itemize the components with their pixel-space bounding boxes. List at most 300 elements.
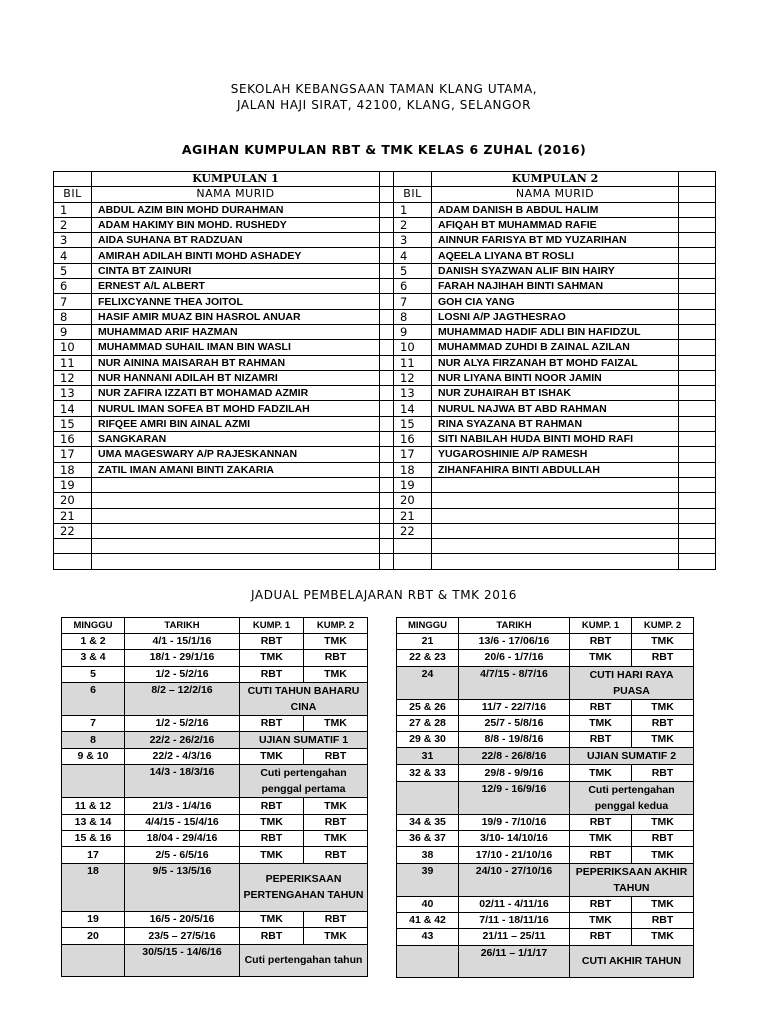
group2-bil: 11: [394, 355, 432, 370]
group1-subject: RBT: [570, 896, 632, 912]
group1-student-name: ABDUL AZIM BIN MOHD DURAHMAN: [92, 202, 380, 217]
event-note: PEPERIKSAAN PERTENGAHAN TAHUN: [240, 863, 368, 911]
student-row: [54, 279, 716, 294]
group1-student-name: UMA MAGESWARY A/P RAJESKANNAN: [92, 447, 380, 462]
date-cell: 21/3 - 1/4/16: [125, 798, 240, 814]
blank-cell: [679, 294, 716, 309]
group1-bil: 13: [54, 386, 92, 401]
schedule-row: [62, 912, 368, 928]
blank-cell: [679, 233, 716, 248]
group2-bil: 7: [394, 294, 432, 309]
schedule-row: [62, 732, 368, 749]
week-cell: 20: [62, 928, 125, 944]
student-row: [54, 462, 716, 477]
event-note: CUTI TAHUN BAHARU CINA: [240, 682, 368, 715]
blank-cell: [679, 539, 716, 554]
group2-student-name: RINA SYAZANA BT RAHMAN: [432, 416, 679, 431]
group1-subject: RBT: [570, 929, 632, 945]
blank-cell: [380, 340, 394, 355]
blank-cell: [380, 172, 394, 187]
week-cell: 5: [62, 666, 125, 682]
schedule-table-right: [396, 617, 694, 978]
group1-student-name: [92, 477, 380, 492]
group1-subject: RBT: [240, 798, 304, 814]
schedule-row: [397, 896, 694, 912]
student-row: [54, 370, 716, 385]
group2-student-name: AFIQAH BT MUHAMMAD RAFIE: [432, 217, 679, 232]
group2-subject: TMK: [632, 634, 694, 650]
group1-bil: 2: [54, 217, 92, 232]
date-cell: 20/6 - 1/7/16: [459, 650, 570, 666]
schedule-row: [397, 929, 694, 945]
group1-student-name: NUR ZAFIRA IZZATI BT MOHAMAD AZMIR: [92, 386, 380, 401]
student-row: [54, 386, 716, 401]
date-cell: 29/8 - 9/9/16: [459, 765, 570, 781]
group1-student-name: RIFQEE AMRI BIN AINAL AZMI: [92, 416, 380, 431]
school-address: JALAN HAJI SIRAT, 42100, KLANG, SELANGOR: [236, 98, 532, 112]
group2-bil: 20: [394, 493, 432, 508]
group2-subject: TMK: [632, 814, 694, 830]
group1-student-name: MUHAMMAD ARIF HAZMAN: [92, 324, 380, 339]
date-cell: 8/2 – 12/2/16: [125, 682, 240, 715]
schedule-row: [62, 749, 368, 765]
blank-cell: [380, 294, 394, 309]
schedule-row: [397, 912, 694, 928]
event-note: CUTI HARI RAYA PUASA: [570, 666, 694, 699]
schedule-row: [62, 814, 368, 830]
group2-subject: TMK: [632, 929, 694, 945]
schedule-row: [397, 732, 694, 748]
group2-student-name: DANISH SYAZWAN ALIF BIN HAIRY: [432, 263, 679, 278]
group2-subject: TMK: [632, 732, 694, 748]
blank-cell: [679, 309, 716, 324]
schedule-row: [397, 765, 694, 781]
schedule-row: [397, 634, 694, 650]
group1-student-name: NUR HANNANI ADILAH BT NIZAMRI: [92, 370, 380, 385]
group1-bil: 16: [54, 432, 92, 447]
blank-cell: [679, 508, 716, 523]
group1-subject: TMK: [570, 715, 632, 731]
group1-bil: 10: [54, 340, 92, 355]
week-cell: 27 & 28: [397, 715, 459, 731]
blank-cell: [679, 370, 716, 385]
student-row: [54, 523, 716, 538]
group1-student-name: MUHAMMAD SUHAIL IMAN BIN WASLI: [92, 340, 380, 355]
schedule-title: JADUAL PEMBELAJARAN RBT & TMK 2016: [250, 588, 517, 602]
schedule-row: [62, 666, 368, 682]
schedule-row: [62, 831, 368, 847]
date-cell: 18/1 - 29/1/16: [125, 650, 240, 666]
date-cell: 02/11 - 4/11/16: [459, 896, 570, 912]
group1-subject: RBT: [240, 928, 304, 944]
blank-cell: [380, 401, 394, 416]
blank-cell: [679, 416, 716, 431]
schedule-table-left: [61, 617, 368, 977]
group2-subject: RBT: [304, 847, 368, 863]
date-cell: 19/9 - 7/10/16: [459, 814, 570, 830]
date-cell: 2/5 - 6/5/16: [125, 847, 240, 863]
group2-subject: TMK: [304, 798, 368, 814]
week-cell: 25 & 26: [397, 699, 459, 715]
schedule-row: [62, 863, 368, 911]
event-note: Cuti pertengahan penggal kedua: [570, 781, 694, 814]
week-cell: 9 & 10: [62, 749, 125, 765]
event-note: Cuti pertengahan penggal pertama: [240, 765, 368, 798]
group1-bil: 3: [54, 233, 92, 248]
event-note: UJIAN SUMATIF 1: [240, 732, 368, 749]
group2-subject: RBT: [304, 814, 368, 830]
blank-cell: [380, 233, 394, 248]
week-cell: 41 & 42: [397, 912, 459, 928]
week-cell: 31: [397, 748, 459, 765]
group2-student-name: LOSNI A/P JAGTHESRAO: [432, 309, 679, 324]
week-cell: 19: [62, 912, 125, 928]
group2-student-name: AINNUR FARISYA BT MD YUZARIHAN: [432, 233, 679, 248]
week-cell: 29 & 30: [397, 732, 459, 748]
group1-student-name: AIDA SUHANA BT RADZUAN: [92, 233, 380, 248]
blank-cell: [380, 447, 394, 462]
date-cell: 12/9 - 16/9/16: [459, 781, 570, 814]
group2-bil: [394, 554, 432, 569]
group1-subject: RBT: [240, 831, 304, 847]
blank-cell: [380, 355, 394, 370]
date-cell: 1/2 - 5/2/16: [125, 666, 240, 682]
group2-bil: 21: [394, 508, 432, 523]
schedule-row: [397, 781, 694, 814]
group2-bil: 1: [394, 202, 432, 217]
bil-header: BIL: [394, 187, 432, 202]
tarikh-header: TARIKH: [459, 618, 570, 634]
group2-student-name: NURUL NAJWA BT ABD RAHMAN: [432, 401, 679, 416]
group1-bil: 21: [54, 508, 92, 523]
group1-subject: TMK: [240, 650, 304, 666]
student-row: [54, 539, 716, 554]
week-cell: 18: [62, 863, 125, 911]
event-note: UJIAN SUMATIF 2: [570, 748, 694, 765]
group1-bil: [54, 554, 92, 569]
schedule-row: [62, 944, 368, 977]
group2-subject: RBT: [304, 912, 368, 928]
group1-subject: TMK: [240, 847, 304, 863]
group2-student-name: ADAM DANISH B ABDUL HALIM: [432, 202, 679, 217]
group1-bil: 6: [54, 279, 92, 294]
group2-bil: [394, 539, 432, 554]
event-note: PEPERIKSAAN AKHIR TAHUN: [570, 863, 694, 896]
group2-subject: RBT: [632, 650, 694, 666]
blank-cell: [380, 217, 394, 232]
blank-cell: [380, 493, 394, 508]
week-cell: 43: [397, 929, 459, 945]
blank-cell: [679, 432, 716, 447]
kump1-header: KUMP. 1: [240, 618, 304, 634]
blank-cell: [380, 477, 394, 492]
group1-bil: 22: [54, 523, 92, 538]
group2-student-name: NUR ZUHAIRAH BT ISHAK: [432, 386, 679, 401]
group1-student-name: ZATIL IMAN AMANI BINTI ZAKARIA: [92, 462, 380, 477]
group1-subject: TMK: [570, 765, 632, 781]
group1-student-name: ADAM HAKIMY BIN MOHD. RUSHEDY: [92, 217, 380, 232]
group1-subject: TMK: [570, 912, 632, 928]
group1-student-name: SANGKARAN: [92, 432, 380, 447]
group2-subject: TMK: [304, 715, 368, 731]
group1-heading: KUMPULAN 1: [92, 172, 380, 187]
blank-cell: [679, 324, 716, 339]
group1-subject: TMK: [240, 912, 304, 928]
student-row: [54, 202, 716, 217]
week-cell: 22 & 23: [397, 650, 459, 666]
group1-subject: TMK: [570, 831, 632, 847]
group1-student-name: [92, 493, 380, 508]
student-group-table: [53, 171, 716, 570]
group2-subject: TMK: [304, 666, 368, 682]
group1-student-name: FELIXCYANNE THEA JOITOL: [92, 294, 380, 309]
group2-subject: TMK: [304, 928, 368, 944]
group2-student-name: GOH CIA YANG: [432, 294, 679, 309]
group1-subject: RBT: [570, 699, 632, 715]
group2-subject: RBT: [632, 912, 694, 928]
blank-cell: [380, 309, 394, 324]
date-cell: 22/8 - 26/8/16: [459, 748, 570, 765]
date-cell: 30/5/15 - 14/6/16: [125, 944, 240, 977]
week-cell: 1 & 2: [62, 634, 125, 650]
group1-student-name: NUR AININA MAISARAH BT RAHMAN: [92, 355, 380, 370]
group1-student-name: AMIRAH ADILAH BINTI MOHD ASHADEY: [92, 248, 380, 263]
week-cell: 17: [62, 847, 125, 863]
group2-subject: RBT: [304, 749, 368, 765]
group2-bil: 8: [394, 309, 432, 324]
group2-heading: KUMPULAN 2: [432, 172, 679, 187]
minggu-header: MINGGU: [62, 618, 125, 634]
date-cell: 13/6 - 17/06/16: [459, 634, 570, 650]
schedule-row: [62, 847, 368, 863]
kump2-header: KUMP. 2: [304, 618, 368, 634]
group1-bil: 9: [54, 324, 92, 339]
blank-cell: [679, 477, 716, 492]
schedule-row: [397, 831, 694, 847]
schedule-row: [397, 863, 694, 896]
group1-subject: RBT: [570, 634, 632, 650]
group2-bil: 13: [394, 386, 432, 401]
group2-student-name: NUR LIYANA BINTI NOOR JAMIN: [432, 370, 679, 385]
blank-cell: [380, 386, 394, 401]
name-header: NAMA MURID: [432, 187, 679, 202]
group1-student-name: HASIF AMIR MUAZ BIN HASROL ANUAR: [92, 309, 380, 324]
date-cell: 1/2 - 5/2/16: [125, 715, 240, 731]
group1-student-name: [92, 539, 380, 554]
blank-cell: [679, 172, 716, 187]
blank-cell: [679, 493, 716, 508]
date-cell: 4/4/15 - 15/4/16: [125, 814, 240, 830]
group2-student-name: FARAH NAJIHAH BINTI SAHMAN: [432, 279, 679, 294]
week-cell: 3 & 4: [62, 650, 125, 666]
date-cell: 23/5 – 27/5/16: [125, 928, 240, 944]
student-row: [54, 294, 716, 309]
schedule-row: [397, 847, 694, 863]
group2-bil: 16: [394, 432, 432, 447]
schedule-row: [397, 699, 694, 715]
group1-bil: 19: [54, 477, 92, 492]
blank-cell: [394, 172, 432, 187]
group2-student-name: ZIHANFAHIRA BINTI ABDULLAH: [432, 462, 679, 477]
group2-student-name: [432, 493, 679, 508]
event-note: Cuti pertengahan tahun: [240, 944, 368, 977]
group1-subject: RBT: [570, 847, 632, 863]
schedule-row: [397, 748, 694, 765]
blank-cell: [54, 172, 92, 187]
group2-subject: TMK: [632, 896, 694, 912]
group1-bil: 14: [54, 401, 92, 416]
week-cell: 21: [397, 634, 459, 650]
schedule-row: [62, 798, 368, 814]
blank-cell: [679, 279, 716, 294]
group1-subject: RBT: [240, 634, 304, 650]
week-cell: 15 & 16: [62, 831, 125, 847]
group1-bil: 15: [54, 416, 92, 431]
schedule-row: [62, 928, 368, 944]
schedule-row: [397, 650, 694, 666]
group1-bil: 11: [54, 355, 92, 370]
week-cell: 40: [397, 896, 459, 912]
group2-student-name: [432, 508, 679, 523]
student-row: [54, 416, 716, 431]
student-row: [54, 493, 716, 508]
group2-student-name: [432, 477, 679, 492]
blank-cell: [679, 187, 716, 202]
blank-cell: [380, 370, 394, 385]
schedule-row: [397, 814, 694, 830]
group1-subject: TMK: [570, 650, 632, 666]
week-cell: 39: [397, 863, 459, 896]
student-row: [54, 355, 716, 370]
student-row: [54, 340, 716, 355]
group2-bil: 2: [394, 217, 432, 232]
date-cell: 9/5 - 13/5/16: [125, 863, 240, 911]
group1-student-name: CINTA BT ZAINURI: [92, 263, 380, 278]
group1-bil: 20: [54, 493, 92, 508]
group2-bil: 9: [394, 324, 432, 339]
group1-subject: RBT: [570, 732, 632, 748]
blank-cell: [679, 462, 716, 477]
date-cell: 16/5 - 20/5/16: [125, 912, 240, 928]
date-cell: 3/10- 14/10/16: [459, 831, 570, 847]
week-cell: 38: [397, 847, 459, 863]
group2-bil: 22: [394, 523, 432, 538]
blank-cell: [679, 202, 716, 217]
bil-header: BIL: [54, 187, 92, 202]
student-row: [54, 508, 716, 523]
blank-cell: [380, 508, 394, 523]
group1-student-name: [92, 523, 380, 538]
kump2-header: KUMP. 2: [632, 618, 694, 634]
student-row: [54, 401, 716, 416]
group2-student-name: [432, 554, 679, 569]
schedule-row: [62, 634, 368, 650]
week-cell: [62, 944, 125, 977]
group1-bil: 4: [54, 248, 92, 263]
group2-bil: 5: [394, 263, 432, 278]
group2-student-name: AQEELA LIYANA BT ROSLI: [432, 248, 679, 263]
date-cell: 26/11 – 1/1/17: [459, 945, 570, 978]
group1-student-name: ERNEST A/L ALBERT: [92, 279, 380, 294]
group2-bil: 4: [394, 248, 432, 263]
date-cell: 8/8 - 19/8/16: [459, 732, 570, 748]
date-cell: 14/3 - 18/3/16: [125, 765, 240, 798]
group2-bil: 15: [394, 416, 432, 431]
schedule-row: [62, 765, 368, 798]
student-row: [54, 248, 716, 263]
date-cell: 22/2 - 4/3/16: [125, 749, 240, 765]
group1-bil: 17: [54, 447, 92, 462]
group2-bil: 3: [394, 233, 432, 248]
school-name: SEKOLAH KEBANGSAAN TAMAN KLANG UTAMA,: [230, 82, 538, 96]
group1-student-name: [92, 554, 380, 569]
student-row: [54, 309, 716, 324]
group2-bil: 17: [394, 447, 432, 462]
blank-cell: [380, 263, 394, 278]
week-cell: 7: [62, 715, 125, 731]
student-row: [54, 432, 716, 447]
group2-bil: 6: [394, 279, 432, 294]
group1-bil: 1: [54, 202, 92, 217]
schedule-row: [397, 666, 694, 699]
blank-cell: [679, 386, 716, 401]
blank-cell: [380, 187, 394, 202]
group2-subject: RBT: [632, 715, 694, 731]
blank-cell: [679, 554, 716, 569]
group2-bil: 19: [394, 477, 432, 492]
week-cell: 11 & 12: [62, 798, 125, 814]
date-cell: 22/2 - 26/2/16: [125, 732, 240, 749]
student-row: [54, 477, 716, 492]
blank-cell: [679, 401, 716, 416]
blank-cell: [380, 523, 394, 538]
date-cell: 4/7/15 - 8/7/16: [459, 666, 570, 699]
blank-cell: [380, 462, 394, 477]
group1-subject: TMK: [240, 814, 304, 830]
date-cell: 25/7 - 5/8/16: [459, 715, 570, 731]
group2-bil: 10: [394, 340, 432, 355]
blank-cell: [679, 523, 716, 538]
group2-student-name: MUHAMMAD ZUHDI B ZAINAL AZILAN: [432, 340, 679, 355]
group2-student-name: [432, 539, 679, 554]
schedule-row: [397, 715, 694, 731]
name-header: NAMA MURID: [92, 187, 380, 202]
group2-student-name: SITI NABILAH HUDA BINTI MOHD RAFI: [432, 432, 679, 447]
tarikh-header: TARIKH: [125, 618, 240, 634]
group1-bil: [54, 539, 92, 554]
document-title: AGIHAN KUMPULAN RBT & TMK KELAS 6 ZUHAL (2016): [181, 142, 587, 157]
blank-cell: [679, 355, 716, 370]
group2-student-name: MUHAMMAD HADIF ADLI BIN HAFIDZUL: [432, 324, 679, 339]
date-cell: 17/10 - 21/10/16: [459, 847, 570, 863]
blank-cell: [380, 324, 394, 339]
date-cell: 4/1 - 15/1/16: [125, 634, 240, 650]
group1-student-name: [92, 508, 380, 523]
schedule-row: [62, 715, 368, 731]
group1-student-name: NURUL IMAN SOFEA BT MOHD FADZILAH: [92, 401, 380, 416]
week-cell: 6: [62, 682, 125, 715]
student-row: [54, 447, 716, 462]
blank-cell: [679, 248, 716, 263]
week-cell: 13 & 14: [62, 814, 125, 830]
group2-subject: RBT: [632, 831, 694, 847]
date-cell: 11/7 - 22/7/16: [459, 699, 570, 715]
schedule-row: [62, 682, 368, 715]
blank-cell: [679, 340, 716, 355]
date-cell: 7/11 - 18/11/16: [459, 912, 570, 928]
group2-student-name: YUGAROSHINIE A/P RAMESH: [432, 447, 679, 462]
minggu-header: MINGGU: [397, 618, 459, 634]
